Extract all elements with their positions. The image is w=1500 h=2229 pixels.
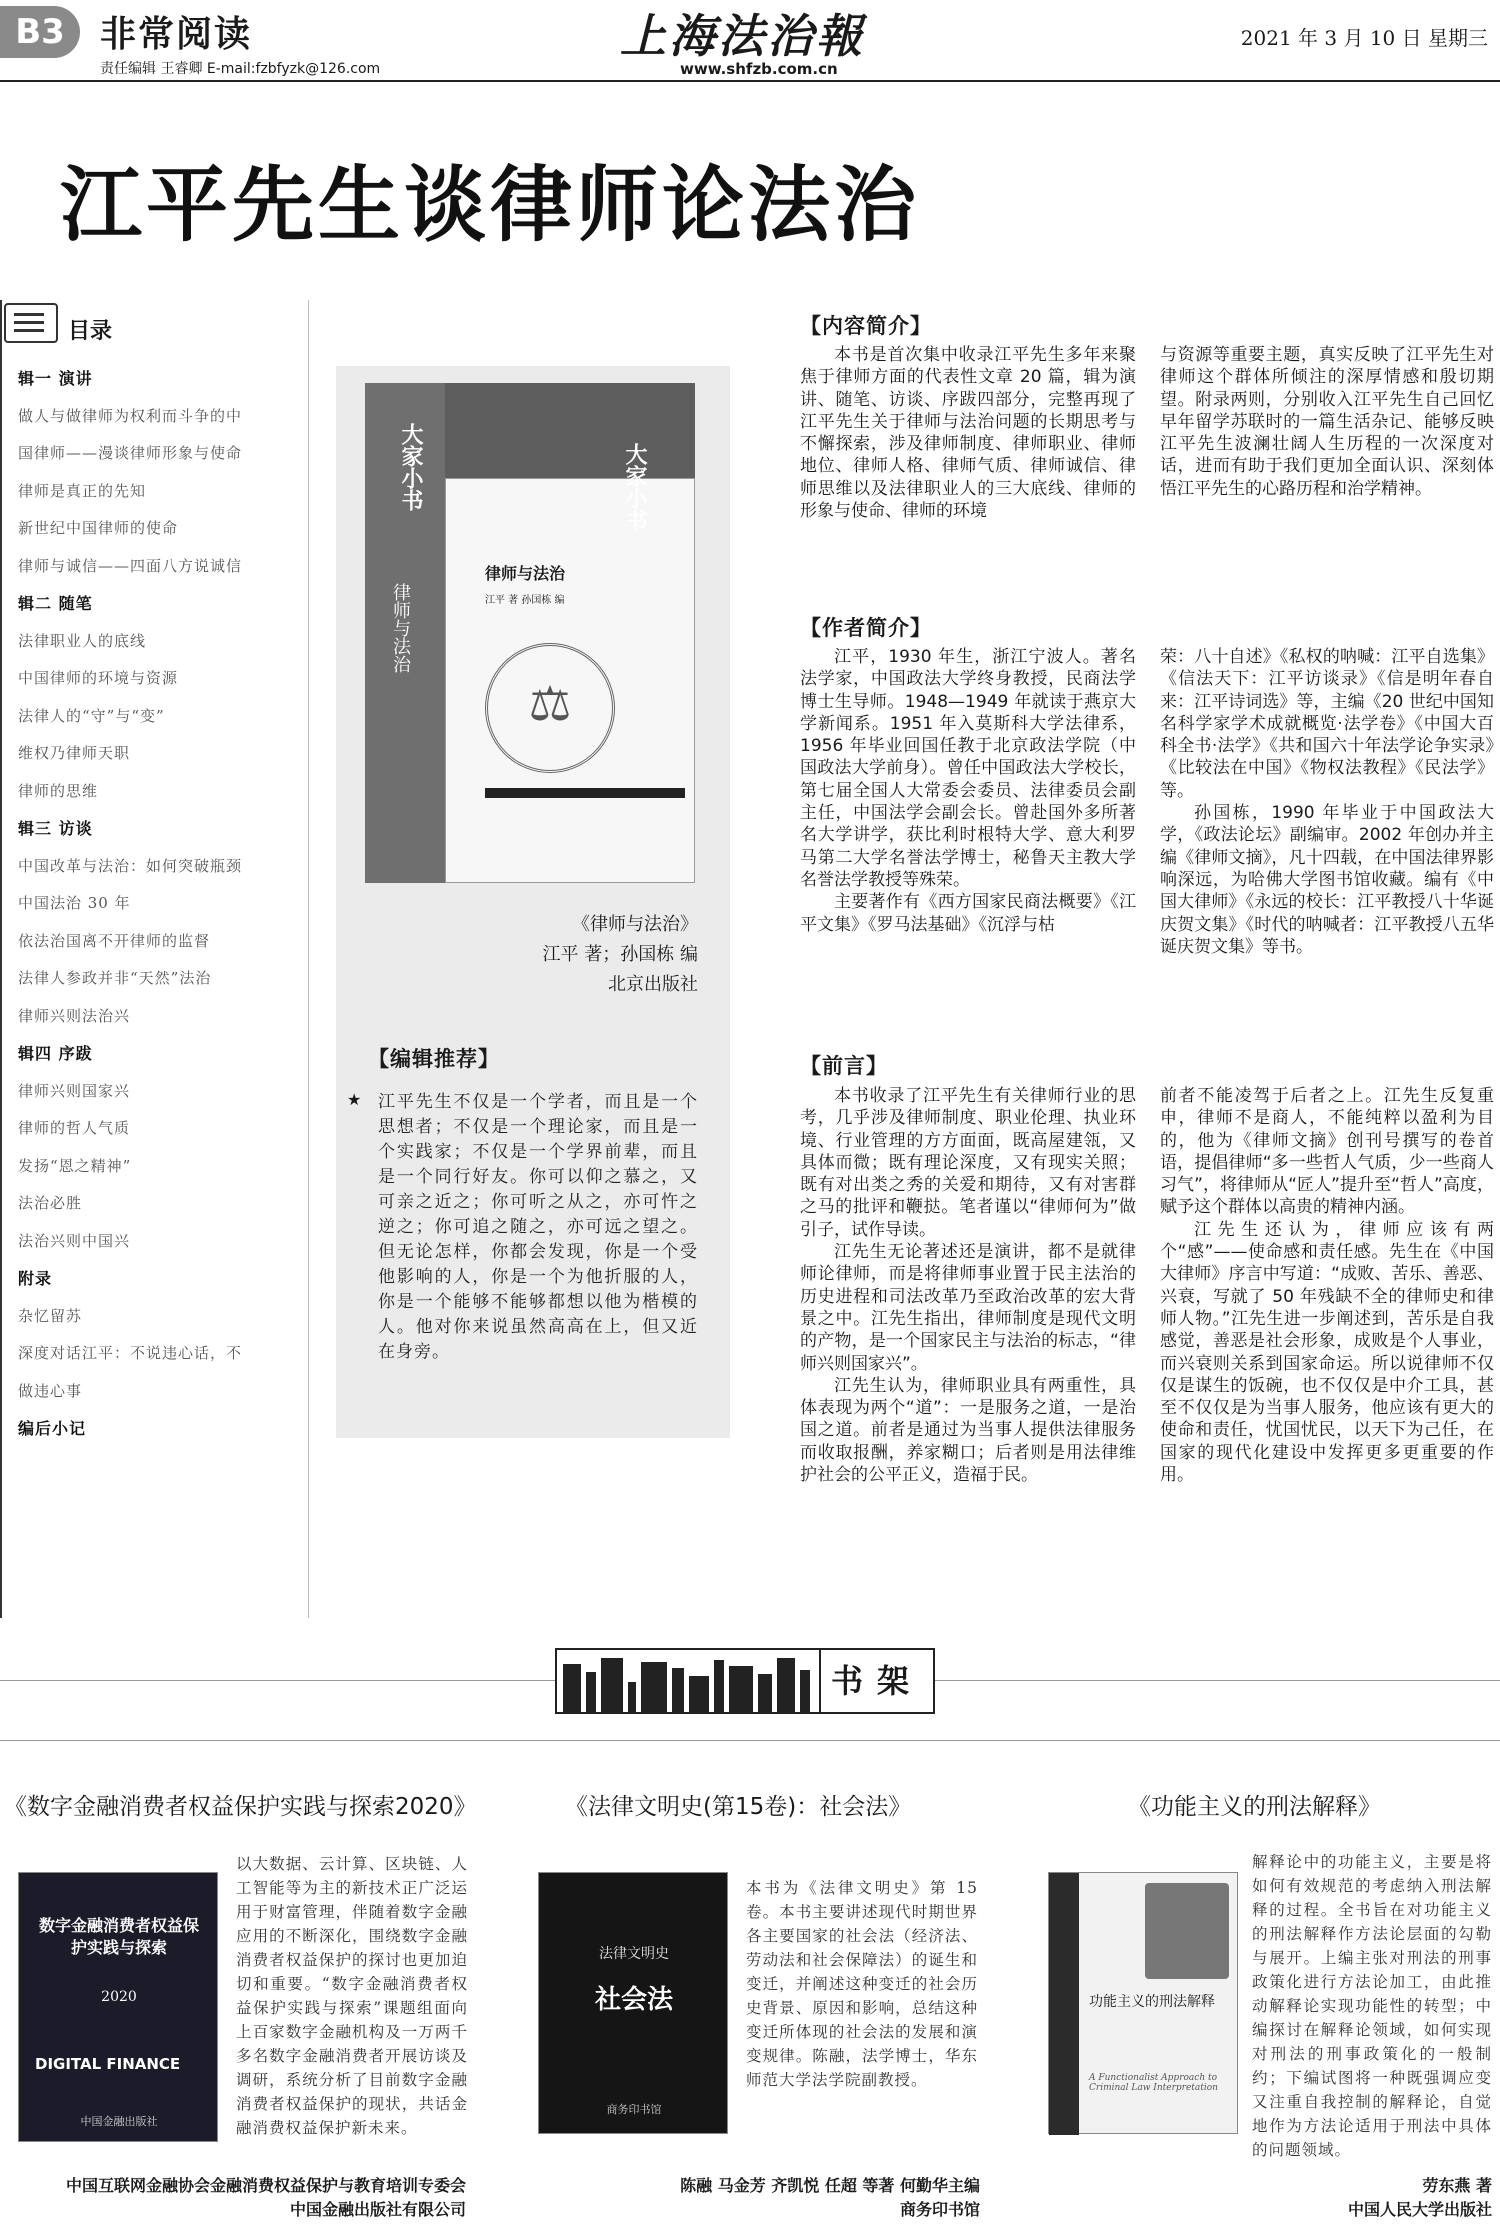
toc-entry: 律师的哲人气质	[18, 1119, 131, 1137]
masthead-rule	[0, 80, 1500, 82]
bookshelf-icon	[557, 1650, 819, 1712]
toc-entry: 律师与诚信——四面八方说诚信	[18, 556, 243, 575]
star-icon: ★	[347, 1090, 362, 1109]
preface-paragraph-3: 江先生认为，律师职业具有两重性，具体表现为两个“道”：一是服务之道，一是治国之道。前者是通过为当事人提供法律服务而收取报酬，养家糊口；后者则是用法律维护社会的公平正义，造福于民。	[800, 1375, 1136, 1486]
book3-publisher-line-2: 中国人民大学出版社	[1347, 2200, 1492, 2219]
shelf-book-icon	[672, 1668, 684, 1712]
editor-recommend-tag: 【编辑推荐】	[368, 1047, 500, 1071]
toc-entry: 法治必胜	[18, 1194, 83, 1212]
preface-paragraph-2: 江先生无论著述还是演讲，都不是就律师论律师，而是将律师事业置于民主法治的历史进程和司法改革乃至政治改革的宏大背景之中。江先生指出，律师制度是现代文明的产物，是一个国家民主与法治的标志，“律师兴则国家兴”。	[800, 1242, 1136, 1374]
editor-recommend-text: 江平先生不仅是一个学者，而且是一个思想者；不仅是一个理论家，而且是一个实践家；不仅是一个学界前辈，而且是一个同行好友。你可以仰之慕之，又可亲之近之；你可听之从之，亦可忤之逆之；你可追之随之，亦可远之望之。但无论怎样，你都会发现，你是一个受他影响的人，你是一个为他折服的人，你是一个能够不能够都想以他为楷模的人。他对你来说虽然高高在上，但又近在身旁。	[378, 1092, 698, 1362]
toc-list	[18, 360, 288, 1448]
shelf-book-icon	[758, 1674, 772, 1712]
shelf-book-icon	[586, 1672, 596, 1712]
toc-entry: 律师是真正的先知	[18, 481, 147, 500]
preface-paragraph-1: 本书收录了江平先生有关律师行业的思考，几乎涉及律师制度、职业伦理、执业环境、行业管理的方方面面，既高屋建瓴，又具体而微；既有理论深度，又有现实关照；既有对出类之秀的关爱和期待，又有对害群之马的批评和鞭挞。笔者谨以“律师何为”做引子，试作导读。	[800, 1086, 1136, 1240]
shelf-book-icon	[689, 1676, 709, 1712]
book2-cover-publisher: 商务印书馆	[606, 2103, 662, 2116]
author-paragraph-4: 孙国栋，1990 年毕业于中国政法大学，《政法论坛》副编审。2002 年创办并主编《律师文摘》，凡十四载，在中国法律界影响深远，为哈佛大学图书馆收藏。编有《中国大律师》《永远的校长：江平教授八十华诞庆贺文集》《时代的呐喊者：江平教授八五华诞庆贺文集》等书。	[1160, 803, 1494, 957]
toc-entry: 律师兴则国家兴	[18, 1081, 131, 1100]
preface-paragraph-5: 江先生还认为，律师应该有两个“感”——使命感和责任感。先生在《中国大律师》序言中写道：“成败、苦乐、善恶、兴衰，写就了 50 年残缺不全的律师史和律师人物。”江先生进一步阐述到，苦乐是自我感觉，善恶是社会形象，成败是个人事业，而兴衰则关系到国家命运。所以说律师不仅仅是谋生的饭碗，也不仅仅是中介工具，甚至不仅仅是为当事人服务，他应该有更大的使命和责任，忧国忧民，以天下为己任，在国家的现代化建设中发挥更多更重要的作用。	[1160, 1219, 1494, 1486]
toc-group-heading: 辑三 访谈	[18, 819, 93, 838]
shelf-book-icon	[800, 1670, 810, 1712]
toc-title: 目录	[68, 319, 113, 344]
book-caption-publisher: 北京出版社	[608, 974, 698, 995]
author-paragraph-1: 江平，1930 年生，浙江宁波人。著名法学家，中国政法大学终身教授，民商法学博士生导师。1948—1949 年就读于燕京大学新闻系。1951 年入莫斯科大学法律系，1956 年毕业回国任教于北京政法学院（中国政法大学前身）。曾任中国政法大学校长，第七届全国人大常委会委员、法律委员会副主任，中国法学会副会长。曾赴国外多所著名大学讲学，获比利时根特大学、意大利罗马第二大学名誉法学博士，秘鲁天主教大学名誉法学教授等殊荣。	[800, 647, 1136, 890]
book-caption-authors: 江平 著；孙国栋 编	[542, 944, 698, 965]
book2-title: 《法律文明史(第15卷)：社会法》	[565, 1794, 912, 1820]
author-tag: 【作者简介】	[800, 616, 932, 640]
toc-entry: 法律职业人的底线	[18, 631, 147, 650]
book1-publisher-line-2: 中国金融出版社有限公司	[289, 2200, 466, 2219]
book3-description: 解释论中的功能主义，主要是将如何有效规范的考虑纳入刑法解释的过程。全书旨在对功能主义的刑法解释作方法论层面的勾勒与展开。上编主张对刑法的刑事政策化进行方法论加工，由此推动解释论实现功能性的转型；中编探讨在解释论领域，如何实现对刑法的刑事政策化的一般制约；下编试图将一种既强调应变又注重自我控制的解释论，自觉地作为方法论适用于刑法中具体的问题领域。	[1252, 1853, 1492, 2159]
intro-column-1	[800, 344, 1136, 522]
book-spine-series: 大家小书	[398, 423, 424, 511]
books-top-rule	[0, 1740, 1500, 1741]
toc-group-heading: 辑四 序跋	[18, 1044, 93, 1063]
page-number-badge: B3	[0, 6, 80, 58]
author-paragraph-2: 主要著作有《西方国家民商法概要》《江平文集》《罗马法基础》《沉浮与枯	[800, 892, 1136, 935]
shelf-book-icon	[628, 1682, 636, 1712]
intro-column-2	[1160, 344, 1494, 500]
book1-description: 以大数据、云计算、区块链、人工智能等为主的新技术正广泛运用于财富管理，伴随着数字金融应用的不断深化，围绕数字金融消费者权益保护的探讨也更加迫切和重要。“数字金融消费者权益保护实践与探索”课题组面向上百家数字金融机构及一万两千多名数字金融消费者开展访谈及调研，系统分析了目前数字金融消费者权益保护的现状，共话金融消费权益保护新未来。	[236, 1855, 468, 2137]
shelf-label: 书架	[819, 1650, 933, 1712]
toc-entry: 发扬“恩之精神”	[18, 1156, 132, 1175]
toc-entry: 中国法治 30 年	[18, 894, 131, 912]
toc-entry: 中国律师的环境与资源	[18, 669, 179, 687]
book3-cover-spine	[1049, 1873, 1079, 2135]
book-black-band	[485, 788, 685, 798]
book3-cover-english: A Functionalist Approach to Criminal Law Interpretation	[1089, 2073, 1218, 2093]
toc-group-heading: 辑一 演讲	[18, 369, 93, 388]
book1-cover-title: 数字金融消费者权益保护实践与探索	[38, 1916, 199, 1957]
toc-group-heading: 附录	[18, 1269, 53, 1288]
book-spine-title: 律师与法治	[390, 583, 411, 673]
author-paragraph-3: 荣：八十自述》《私权的呐喊：江平自选集》《信法天下：江平访谈录》《信是明年春自来：江平诗词选》等，主编《20 世纪中国知名科学家学术成就概览·法学卷》《中国大百科全书·法学》《共和国六十年法学论争实录》《比较法在中国》《物权法教程》《民法学》等。	[1160, 647, 1494, 801]
toc-entry: 中国改革与法治：如何突破瓶颈	[18, 856, 243, 875]
book3-cover	[1048, 1872, 1238, 2134]
shelf-book-icon	[601, 1658, 623, 1712]
intro-paragraph-1: 本书是首次集中收录江平先生多年来聚焦于律师方面的代表性文章 20 篇，辑为演讲、随笔、访谈、序跋四部分，完整再现了江平先生关于律师与法治问题的长期思考与不懈探索，涉及律师制度、律师职业、律师地位、律师人格、律师气质、律师诚信、律师思维以及法律职业人的三大底线、律师的形象与使命、律师的环境	[800, 345, 1136, 522]
toc-entry: 深度对话江平：不说违心话，不	[18, 1344, 243, 1362]
shelf-book-icon	[729, 1666, 753, 1712]
shelf-book-icon	[777, 1658, 795, 1712]
issue-date: 2021 年 3 月 10 日 星期三	[1240, 26, 1488, 50]
book2-cover-title: 法律文明史	[599, 1946, 669, 1962]
shelf-banner	[555, 1648, 935, 1714]
book3-publisher-line-1: 劳东燕 著	[1422, 2176, 1492, 2195]
book-front-title: 律师与法治	[485, 564, 566, 583]
newspaper-logo: 上海法治報	[620, 9, 865, 63]
toc-entry: 维权乃律师天职	[18, 744, 131, 762]
toc-entry: 法律人的“守”与“变”	[18, 706, 165, 725]
toc-entry: 依法治国离不开律师的监督	[18, 931, 211, 950]
toc-entry: 律师兴则法治兴	[18, 1006, 131, 1025]
toc-entry: 做人与做律师为权利而斗争的中	[18, 406, 243, 425]
book2-publisher-line-1: 陈融 马金芳 齐凯悦 任超 等著 何勤华主编	[680, 2176, 980, 2195]
scales-of-justice-icon	[485, 643, 615, 773]
toc-entry: 做违心事	[18, 1381, 83, 1400]
preface-column-2	[1160, 1085, 1494, 1486]
book-top-band	[445, 383, 695, 478]
book2-cover-subtitle: 社会法	[594, 1985, 673, 2015]
toc-entry: 法治兴则中国兴	[18, 1231, 131, 1250]
section-name: 非常阅读	[100, 14, 253, 55]
newspaper-url[interactable]: www.shfzb.com.cn	[680, 60, 838, 78]
book-front-series: 大家小书	[622, 443, 648, 531]
preface-paragraph-4: 前者不能凌驾于后者之上。江先生反复重申，律师不是商人，不能纯粹以盈利为目的，他为《律师文摘》创刊号撰写的卷首语，提倡律师“多一些哲人气质，少一些商人习气”，将律师从“匠人”提升至“哲人”高度，赋予这个群体以高贵的精神内涵。	[1160, 1086, 1494, 1218]
intro-paragraph-2: 与资源等重要主题，真实反映了江平先生对律师这个群体所倾注的深厚情感和殷切期望。附录两则，分别收入江平先生自己回忆早年留学苏联时的一篇生活杂记、能够反映江平先生波澜壮阔人生历程的一次深度对话，进而有助于我们更加全面认识、深刻体悟江平先生的心路历程和治学精神。	[1160, 345, 1494, 499]
book1-publisher-line-1: 中国互联网金融协会金融消费权益保护与教育培训专委会	[65, 2176, 466, 2195]
book1-cover-year: 2020	[101, 1989, 137, 2005]
shelf-book-icon	[563, 1664, 581, 1712]
preface-tag: 【前言】	[800, 1054, 888, 1078]
book2-publisher-line-2: 商务印书馆	[899, 2200, 980, 2219]
book3-title: 《功能主义的刑法解释》	[1128, 1794, 1381, 1820]
shelf-book-icon	[641, 1662, 667, 1712]
featured-book-cover	[365, 383, 695, 883]
book1-cover-tag: DIGITAL FINANCE	[35, 2055, 181, 2073]
shelf-book-icon	[714, 1660, 724, 1712]
toc-group-heading: 编后小记	[18, 1419, 87, 1438]
book1-cover	[18, 1872, 218, 2142]
toc-entry: 律师的思维	[18, 781, 99, 800]
page-headline: 江平先生谈律师论法治	[60, 158, 921, 253]
toc-entry: 国律师——漫谈律师形象与使命	[18, 444, 243, 462]
toc-entry: 法律人参政并非“天然”法治	[18, 969, 212, 987]
book2-description: 本书为《法律文明史》第 15 卷。本书主要讲述现代时期世界各主要国家的社会法（经济法、劳动法和社会保障法）的诞生和变迁，并阐述这种变迁的社会历史背景、原因和影响，总结这种变迁所体现的社会法的发展和演变规律。陈融，法学博士，华东师范大学法学院副教授。	[746, 1879, 978, 2089]
author-portrait	[1145, 1883, 1229, 1979]
book-list-icon	[4, 303, 58, 343]
toc-entry: 杂忆留苏	[18, 1306, 83, 1325]
intro-tag: 【内容简介】	[800, 314, 932, 338]
column-divider-left	[0, 300, 2, 1618]
book1-title: 《数字金融消费者权益保护实践与探索2020》	[4, 1794, 477, 1820]
column-divider-toc	[308, 300, 309, 1618]
author-column-2	[1160, 646, 1494, 958]
editor-line: 责任编辑 王睿卿 E-mail:fzbfyzk@126.com	[100, 61, 381, 77]
author-column-1	[800, 646, 1136, 936]
preface-column-1	[800, 1085, 1136, 1486]
book1-cover-publisher: 中国金融出版社	[80, 2115, 158, 2128]
book2-cover	[538, 1872, 728, 2134]
book-caption-title: 《律师与法治》	[572, 914, 698, 935]
toc-group-heading: 辑二 随笔	[18, 594, 93, 613]
book-front-authors: 江平 著 孙国栋 编	[485, 595, 565, 606]
book3-cover-title: 功能主义的刑法解释	[1089, 1994, 1215, 2010]
toc-entry: 新世纪中国律师的使命	[18, 519, 179, 537]
